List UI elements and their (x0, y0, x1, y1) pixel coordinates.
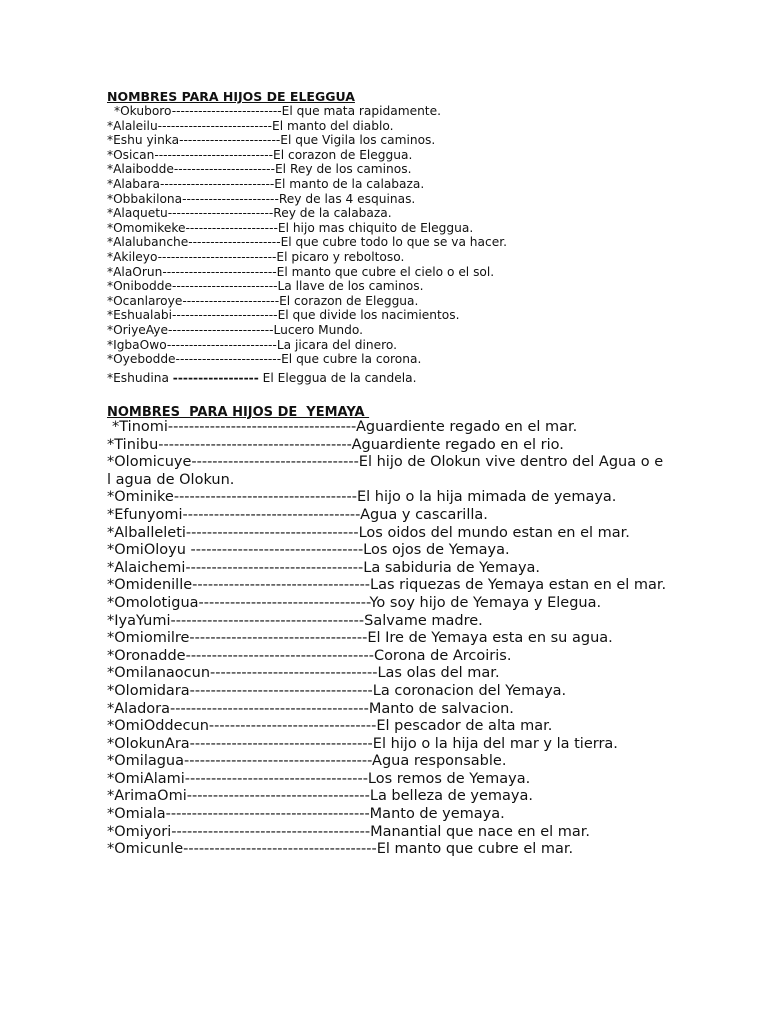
list-item: *Okuboro-------------------------El que mata rapidamente. (114, 104, 441, 118)
list-item: *IgbaOwo-------------------------La jicara del dinero. (107, 337, 397, 352)
list-item: *Omolotigua---------------------------------Yo soy hijo de Yemaya y Elegua. (107, 594, 602, 611)
list-item: *Olomicuye--------------------------------El hijo de Olokun vive dentro del Agua o el agua de Olokun. (107, 454, 664, 488)
list-item: *Alaquetu------------------------Rey de la calabaza. (107, 206, 392, 221)
list-item: *Alabara--------------------------El manto de la calabaza. (107, 176, 425, 191)
item-meaning: El Eleggua de la candela. (262, 370, 417, 385)
list-item: *Alaichemi----------------------------------La sabiduria de Yemaya. (107, 559, 541, 576)
list-item: *OriyeAye------------------------Lucero Mundo. (107, 322, 363, 337)
list-item: *Aladora--------------------------------------Manto de salvacion. (107, 700, 514, 717)
list-item: *Eshu yinka-----------------------El que Vigila los caminos. (107, 133, 436, 148)
list-item-eshudina (107, 371, 747, 386)
list-item: *Ominike-----------------------------------El hijo o la hija mimada de yemaya. (107, 489, 617, 506)
list-item: *Oronadde------------------------------------Corona de Arcoiris. (107, 647, 512, 664)
list-item: *Alaleilu--------------------------El manto del diablo. (107, 118, 394, 133)
list-item: *Oyebodde------------------------El que cubre la corona. (107, 352, 422, 367)
item-dashes: ----------------- (172, 370, 259, 385)
list-item: *Alballeleti---------------------------------Los oidos del mundo estan en el mar. (107, 524, 630, 541)
list-item: *Eshualabi------------------------El que divide los nacimientos. (107, 308, 460, 323)
list-item: *Obbakilona----------------------Rey de las 4 esquinas. (107, 191, 416, 206)
list-item: *Osican---------------------------El corazon de Eleggua. (107, 147, 413, 162)
list-item: *OmiOddecun--------------------------------El pescador de alta mar. (107, 718, 553, 735)
list-item: *Omidenille----------------------------------Las riquezas de Yemaya estan en el mar. (107, 577, 667, 594)
list-item: *IyaYumi-------------------------------------Salvame madre. (107, 612, 483, 629)
list-item: *Tinomi------------------------------------Aguardiente regado en el mar. (112, 419, 578, 435)
list-item: *Olomidara-----------------------------------La coronacion del Yemaya. (107, 682, 567, 699)
list-item: *Tinibu-------------------------------------Aguardiente regado en el rio. (107, 436, 564, 453)
list-item: *Omilagua------------------------------------Agua responsable. (107, 753, 507, 770)
list-item: *Omicunle-------------------------------------El manto que cubre el mar. (107, 841, 574, 858)
list-item: *OlokunAra-----------------------------------El hijo o la hija del mar y la tierra. (107, 735, 618, 752)
list-item: *Onibodde------------------------La llave de los caminos. (107, 279, 424, 294)
yemaya-section-title: NOMBRES PARA HIJOS DE YEMAYA (107, 405, 370, 420)
eleggua-names-list (107, 104, 747, 385)
eleggua-section-title: NOMBRES PARA HIJOS DE ELEGGUA (107, 89, 355, 104)
list-item: *Alalubanche---------------------El que cubre todo lo que se va hacer. (107, 235, 507, 250)
list-item: *Omiyori--------------------------------------Manantial que nace en el mar. (107, 823, 591, 840)
list-item: *Alaibodde-----------------------El Rey de los caminos. (107, 162, 412, 177)
list-item: *AlaOrun--------------------------El manto que cubre el cielo o el sol. (107, 264, 495, 279)
list-item: *Akileyo---------------------------El picaro y reboltoso. (107, 249, 405, 264)
list-item: *Omiomilre----------------------------------El Ire de Yemaya esta en su agua. (107, 630, 613, 647)
list-item: *OmiAlami-----------------------------------Los remos de Yemaya. (107, 770, 531, 787)
list-item: *Ocanlaroye----------------------El corazon de Eleggua. (107, 293, 419, 308)
yemaya-names-list (107, 419, 667, 859)
list-item: *Omomikeke---------------------El hijo mas chiquito de Eleggua. (107, 220, 474, 235)
list-item: *Omiala---------------------------------------Manto de yemaya. (107, 806, 505, 823)
list-item: *Efunyomi----------------------------------Agua y cascarilla. (107, 506, 488, 523)
item-name: *Eshudina (107, 370, 169, 385)
list-item: *OmiOloyu ---------------------------------Los ojos de Yemaya. (107, 542, 510, 559)
list-item: *ArimaOmi-----------------------------------La belleza de yemaya. (107, 788, 533, 805)
list-item: *Omilanaocun--------------------------------Las olas del mar. (107, 665, 500, 682)
